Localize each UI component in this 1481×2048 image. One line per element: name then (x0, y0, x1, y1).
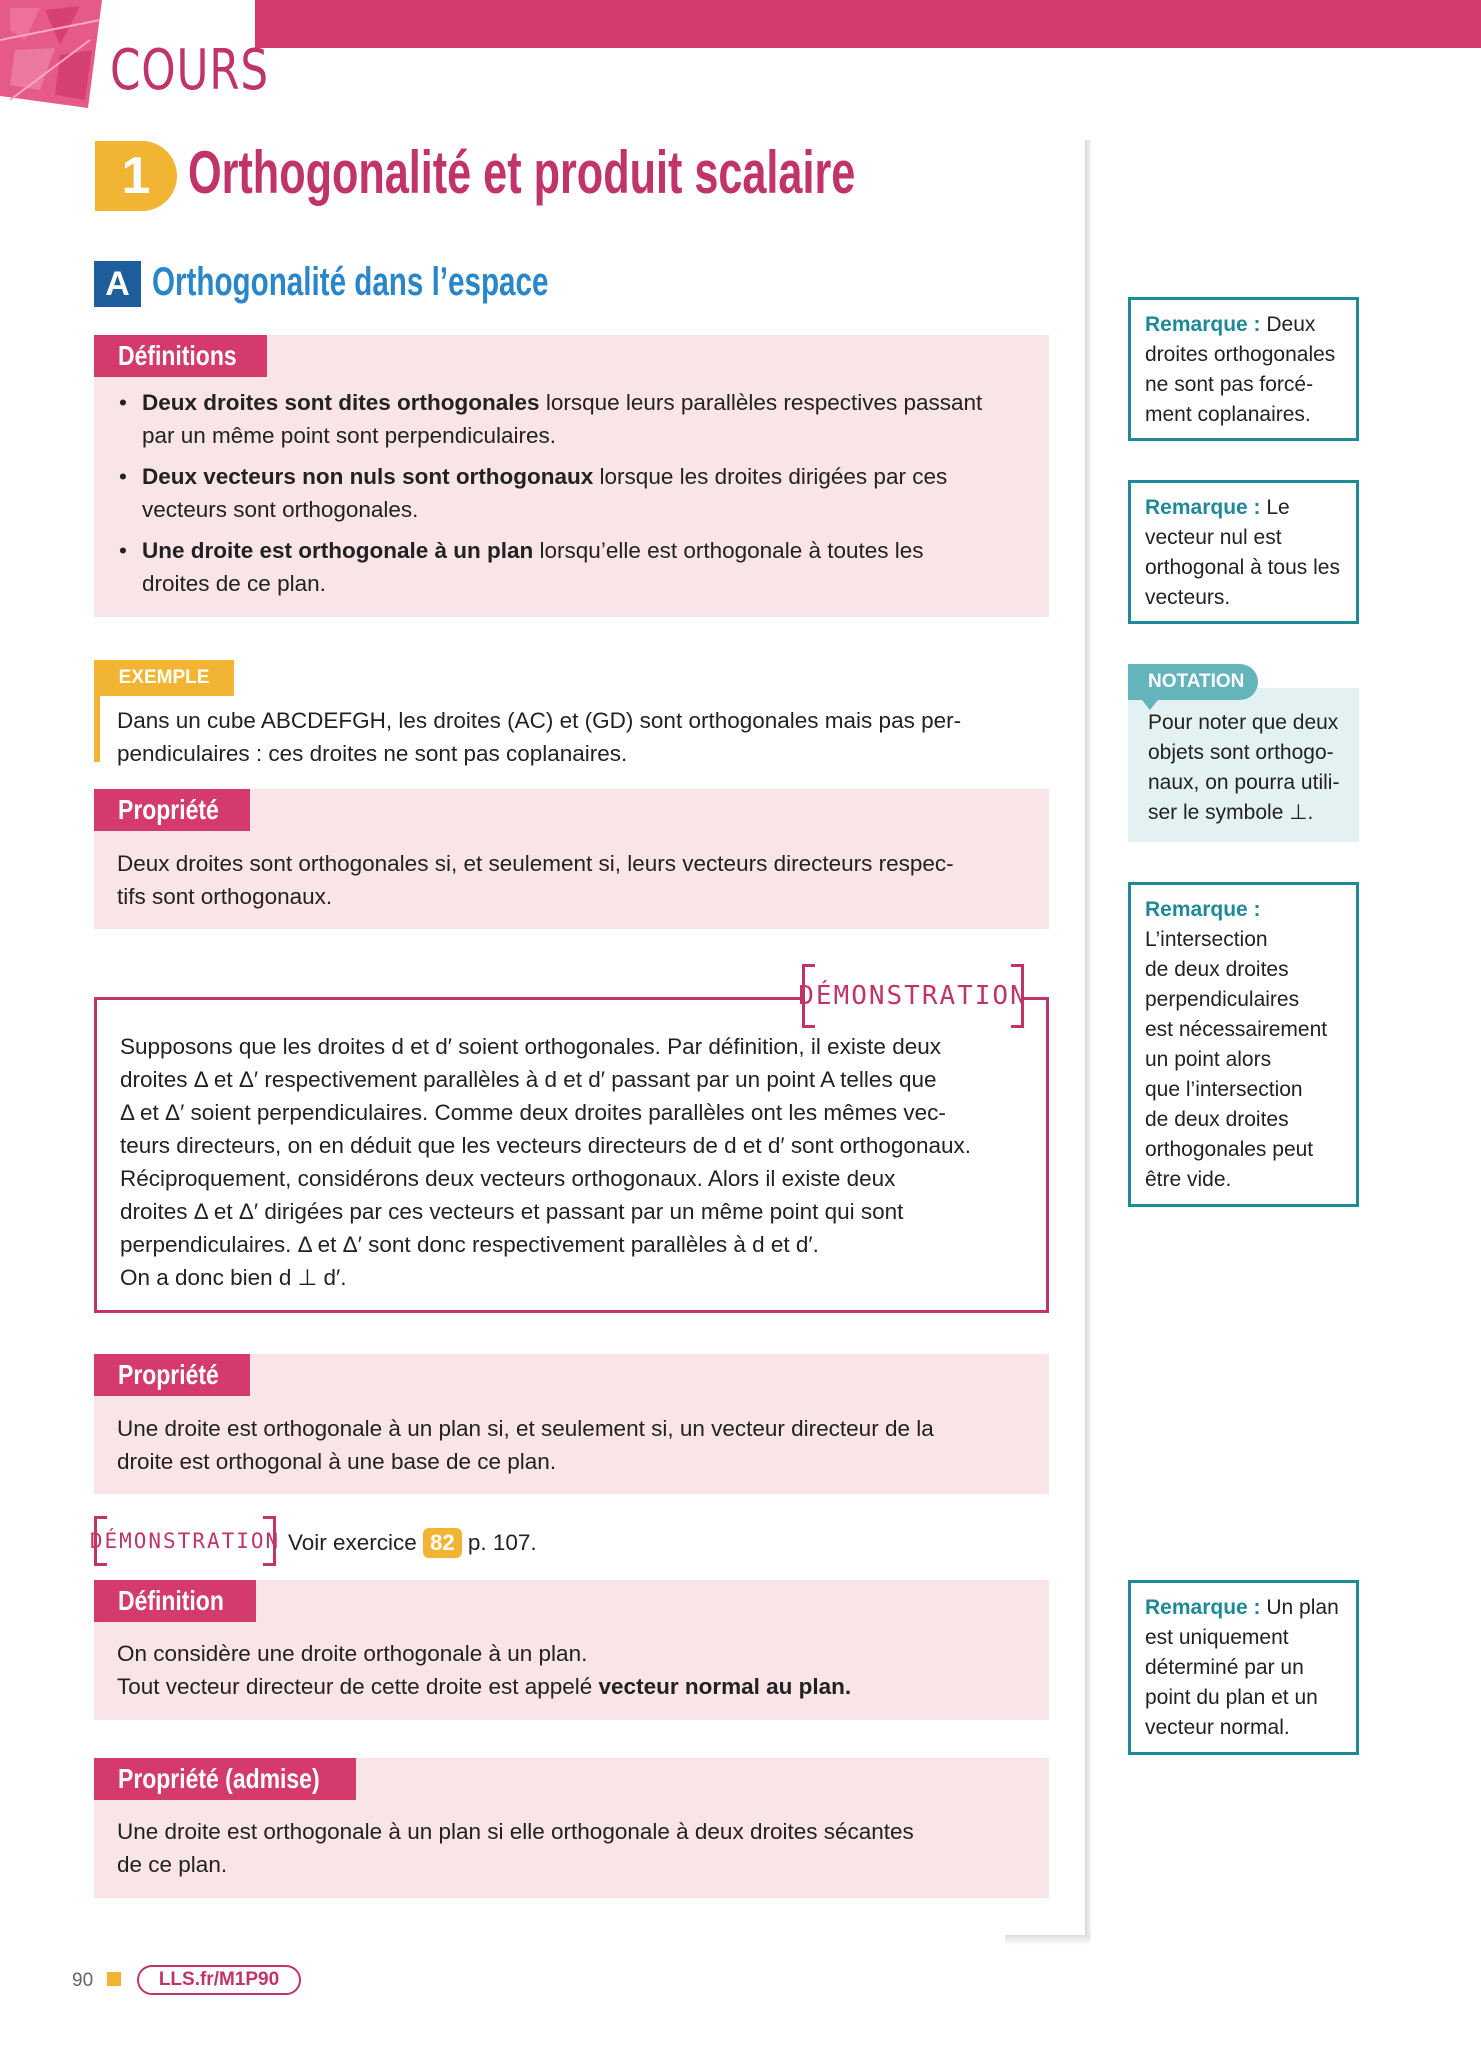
example-text: Dans un cube ABCDEFGH, les droites (AC) et (GD) sont orthogonales mais pas per- pendiculaires : ces droites ne sont pas coplanaires. (117, 708, 962, 766)
exercise-number-badge[interactable]: 82 (423, 1528, 461, 1558)
geometric-logo-icon (0, 0, 108, 108)
demonstration-ref-text: Voir exercice 82 p. 107. (288, 1526, 537, 1559)
section-label: COURS (110, 38, 269, 103)
section-title: Orthogonalité dans l’espace (152, 260, 549, 304)
column-shadow (1085, 140, 1091, 1940)
page-number: 90 (72, 1970, 94, 1991)
footer-link[interactable]: LLS.fr/M1P90 (137, 1965, 301, 1995)
remark-box: Remarque : Deux droites orthogonales ne sont pas forcé- ment coplanaires. (1128, 297, 1359, 441)
list-item: • Une droite est orthogonale à un plan lorsqu’elle est orthogonale à toutes les droites de ce plan. (114, 534, 1034, 600)
section-letter-badge: A (94, 261, 141, 307)
definitions-tab: Définitions (94, 335, 267, 377)
demonstration-text: Supposons que les droites d et d′ soient orthogonales. Par définition, il existe deux droites Δ et Δ′ respectivement parallèles à d et d′ passant par un point A telles que Δ et Δ′ soient perpendiculaires. Comme deux droites parallèles ont les mêmes vec- teurs directeurs, on en déduit que les vecteurs directeurs de d et d′ sont orthogonaux. Réciproquement, considérons deux vecteurs orthogonaux. Alors il existe deux droites Δ et Δ′ dirigées par ces vecteurs et passant par un même point qui sont perpendiculaires. Δ et Δ′ sont donc respectivement parallèles à d et d′. On a donc bien d ⊥ d′. (120, 1034, 971, 1290)
example-tab: EXEMPLE (94, 660, 234, 696)
demonstration-ref-label: DÉMONSTRATION (94, 1520, 276, 1562)
page-title: Orthogonalité et produit scalaire (188, 139, 856, 206)
chapter-number-badge: 1 (95, 141, 177, 211)
notation-tab: NOTATION (1128, 664, 1258, 700)
remark-box: Remarque : Le vecteur nul est orthogonal à tous les vecteurs. (1128, 480, 1359, 624)
property-admitted-tab: Propriété (admise) (94, 1758, 356, 1800)
footer-square-icon (107, 1972, 121, 1986)
notation-box: Pour noter que deux objets sont orthogo- naux, on pourra utili- ser le symbole ⊥. (1128, 688, 1359, 842)
demonstration-label: DÉMONSTRATION (802, 968, 1024, 1024)
property-tab: Propriété (94, 1354, 250, 1396)
list-item: • Deux vecteurs non nuls sont orthogonaux lorsque les droites dirigées par ces vecteurs sont orthogonales. (114, 460, 1034, 526)
property-text: Une droite est orthogonale à un plan si elle orthogonale à deux droites sécantes de ce plan. (117, 1819, 914, 1877)
header-bar (255, 0, 1481, 48)
notation-tab-pointer (1142, 700, 1158, 710)
example-bar (94, 696, 100, 762)
list-item: • Deux droites sont dites orthogonales lorsque leurs parallèles respectives passant par un même point sont perpendiculaires. (114, 386, 1034, 452)
property-text: Une droite est orthogonale à un plan si, et seulement si, un vecteur directeur de la droite est orthogonal à une base de ce plan. (117, 1416, 934, 1474)
definition-text: On considère une droite orthogonale à un plan. Tout vecteur directeur de cette droite est appelé vecteur normal au plan. (117, 1641, 852, 1699)
property-tab: Propriété (94, 789, 250, 831)
column-shadow-bottom (1005, 1935, 1090, 1945)
remark-box: Remarque : L’intersection de deux droites perpendiculaires est nécessairement un point alors que l’intersection de deux droites orthogonales peut être vide. (1128, 882, 1359, 1207)
property-text: Deux droites sont orthogonales si, et seulement si, leurs vecteurs directeurs respec- tifs sont orthogonaux. (117, 851, 954, 909)
definition-tab: Définition (94, 1580, 256, 1622)
definitions-list (114, 386, 1034, 608)
remark-box: Remarque : Un plan est uniquement déterminé par un point du plan et un vecteur normal. (1128, 1580, 1359, 1755)
